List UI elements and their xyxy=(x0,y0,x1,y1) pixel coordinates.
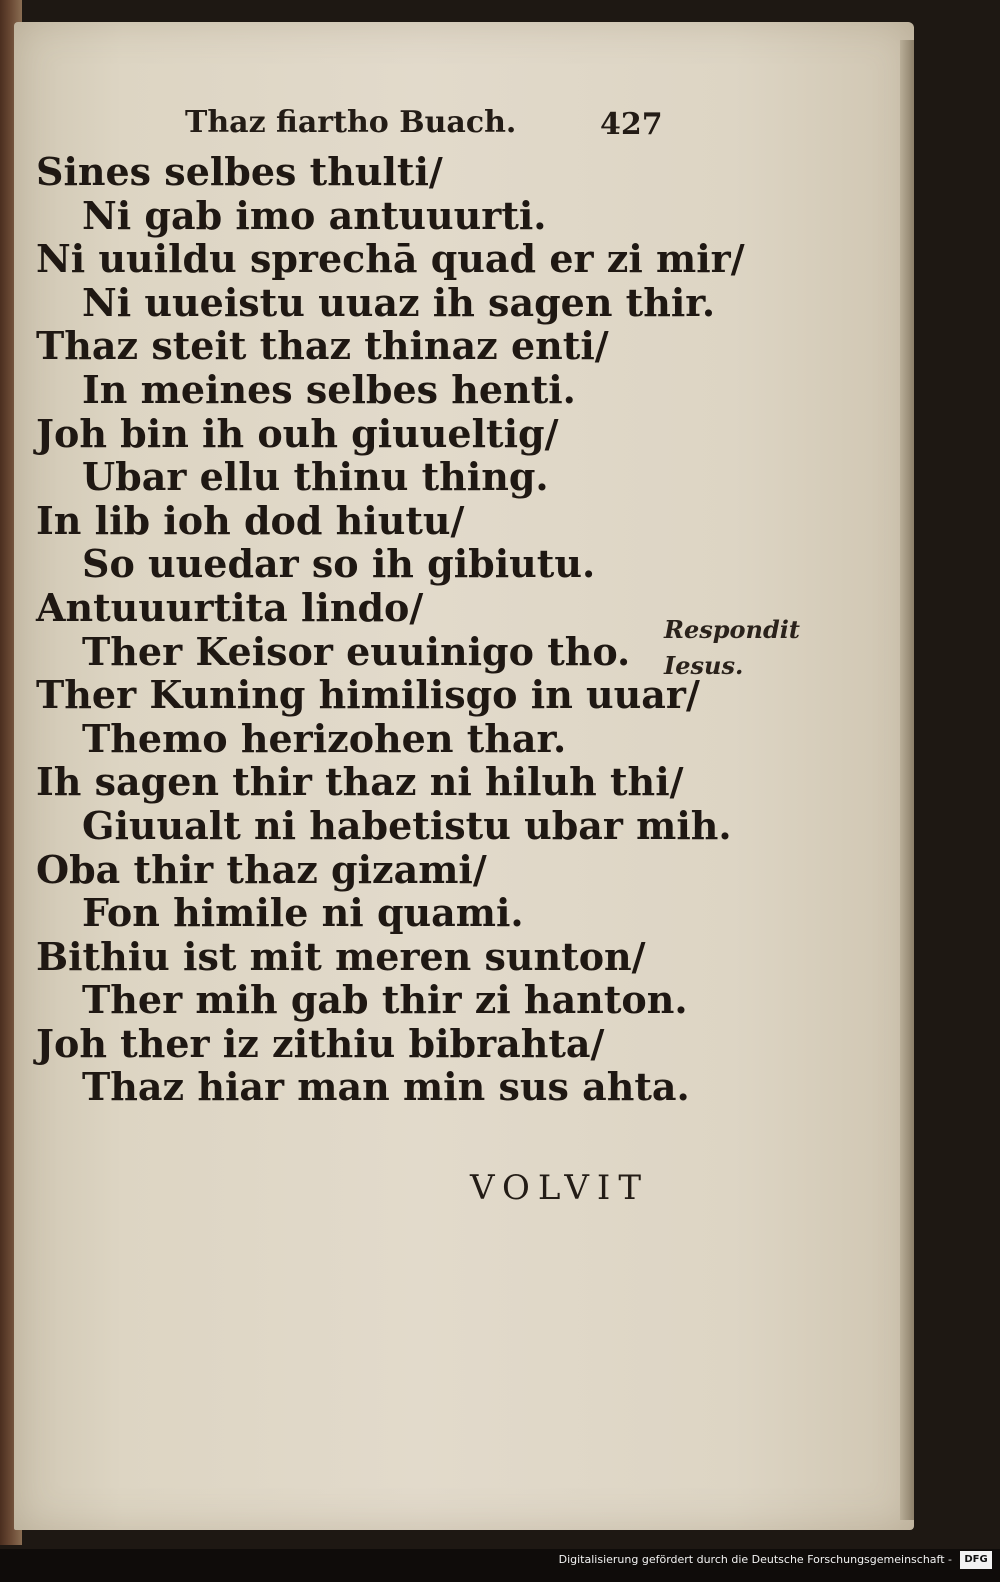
verse-line: Ther Kuning himilisgo in uuar/ xyxy=(36,672,700,718)
verse-line: Antuuurtita lindo/ xyxy=(36,584,424,630)
verse-line: Ther Keisor euuinigo tho. xyxy=(82,628,631,674)
marginal-note xyxy=(664,612,800,684)
dfg-logo: DFG xyxy=(960,1551,992,1569)
verse-line: Ni uueistu uuaz ih sagen thir. xyxy=(82,279,716,325)
verse-line: So uuedar so ih gibiutu. xyxy=(82,541,596,587)
verse-line: Ubar ellu thinu thing. xyxy=(82,454,549,500)
page-header xyxy=(185,105,665,149)
verse-line: Giuualt ni habetistu ubar mih. xyxy=(82,802,732,848)
running-head: Thaz fiartho Buach. xyxy=(185,105,517,140)
verse-line: Ni gab imo antuuurti. xyxy=(82,192,547,238)
catchword: VOLVIT xyxy=(470,1168,650,1208)
verse-line: Joh ther iz zithiu bibrahta/ xyxy=(36,1020,605,1066)
verse-line: In lib ioh dod hiutu/ xyxy=(36,497,465,543)
verse-line: Ther mih gab thir zi hanton. xyxy=(82,977,688,1023)
page-edge xyxy=(900,40,914,1520)
verse-line: Themo herizohen thar. xyxy=(82,715,567,761)
marginal-note-line: Iesus. xyxy=(664,651,744,680)
verse-line: Sines selbes thulti/ xyxy=(36,149,443,194)
digitization-credit: Digitalisierung gefördert durch die Deutsche Forschungsgemeinschaft - xyxy=(558,1553,952,1566)
verse-line: Thaz hiar man min sus ahta. xyxy=(82,1064,690,1110)
verse-line: Ni uuildu sprechā quad er zi mir/ xyxy=(36,236,745,282)
verse-line: Oba thir thaz gizami/ xyxy=(36,846,487,892)
verse-line: Fon himile ni quami. xyxy=(82,890,524,936)
verse-line: In meines selbes henti. xyxy=(82,366,576,412)
verse-line: Ih sagen thir thaz ni hiluh thi/ xyxy=(36,759,684,805)
page-number: 427 xyxy=(600,107,663,142)
marginal-note-line: Respondit xyxy=(664,615,800,644)
verse-line: Thaz steit thaz thinaz enti/ xyxy=(36,323,609,369)
verse-line: Joh bin ih ouh giuueltig/ xyxy=(36,410,559,456)
verse-line: Bithiu ist mit meren sunton/ xyxy=(36,933,646,979)
